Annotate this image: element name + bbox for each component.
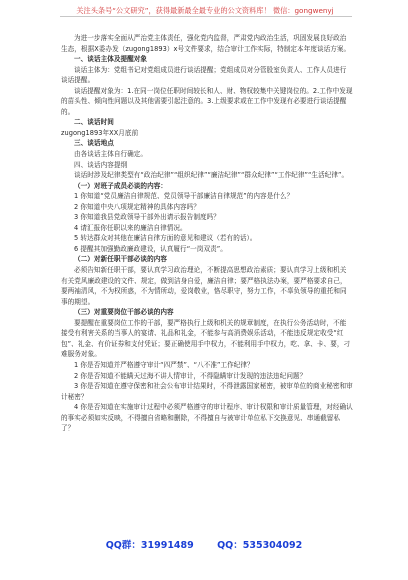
body-paragraph: 谈话时涉及纪律类型有“政治纪律”“组织纪律”“廉洁纪律”“群众纪律”“工作纪律”“生活纪律”。 [74,171,349,180]
body-paragraph: 4 请汇报你任职以来的廉洁自律情况。 [74,223,187,232]
header-divider [60,16,352,17]
page-footer [0,537,408,551]
body-paragraph: 6 提醒其加强勤政廉政建设，认真履行“一岗双责”。 [74,244,227,253]
body-paragraph: 由各谈话主体自行确定。 [74,150,148,159]
body-paragraph: 必须告知新任职干部，要认真学习政治理论，不断提高思想政治素质；要认真学习上级和机关有关党风廉政建设的文件、规定，做到洁身自爱，廉洁自律；要严格执法办案，要严格要求自己，要两袖清风，不为权所惑，不为情所动，爱岗敬业，恪尽职守，努力工作，不辜负领导的重托和同事的期望。 [61,266,347,306]
page-header-notice: 关注头条号“公文研究”，获得最新最全最专业的公文资料库！ 微信：gongwenyj [76,6,334,15]
section-heading: 三、谈话地点 [74,139,114,148]
body-paragraph: 四、谈话内容提纲 [74,160,128,169]
body-paragraph: 要提醒在重要岗位工作的干部，要严格执行上级和机关的规章制度，在执行公务活动时，不能接受有利害关系的当事人的宴请、礼品和礼金，不能参与高消费娱乐活动，不能违反规定收受“红包”、礼金、有价证券和支付凭证；要正确使用手中权力，不能利用手中权力，吃、拿、卡、要，刁难服务对象。 [61,318,351,359]
body-paragraph: 为进一步落实全面从严治党主体责任，强化党内监督，严肃党内政治生活，巩固发展良好政治生态，根据X委办发（zugong1893）x号文件要求，结合审计工作实际，特制定本年度谈话方案。 [61,34,351,53]
document-body [61,33,353,434]
section-heading: 二、谈话时间 [74,118,114,127]
footer-qq-group: QQ群：31991489 [105,540,194,551]
body-paragraph: 3 你是否知道在遵守保密和社会公布审计结果时，不得泄露国家秘密，被审单位的商业秘密和审计秘密？ [61,382,353,401]
body-paragraph: 4 你是否知道在实施审计过程中必须严格遵守的审计程序、审计权限和审计质量管理，对经确认的事实必须如实反映，不得擅自省略和删除，不得擅自与被审计单位私下交换意见、串通截留私了？ [61,403,353,433]
body-paragraph: 谈话主体为：党组书记对党组成员进行谈话提醒；党组成员对分管股室负责人、工作人员进行谈话提醒。 [61,65,347,85]
body-paragraph: 2 你是否知道不能瞒天过海不讲人情审计，不得隐瞒审计发现的违法违纪问题？ [74,371,307,380]
section-heading: 一、谈话主体及提醒对象 [74,55,148,64]
section-heading: （三）对重要岗位干部必谈的内容 [74,308,174,317]
body-paragraph: 1 你知道“党员廉洁自律规范、党员领导干部廉洁自律规范”的内容是什么？ [74,192,294,201]
body-paragraph: 2 你知道中央八项规定精神的具体内容吗？ [74,202,200,211]
section-heading: （一）对班子成员必谈的内容： [74,181,168,190]
body-paragraph: 5 转达群众对其他在廉洁自律方面的意见和建议（若有的话）。 [74,234,257,243]
body-paragraph: 1 你是否知道并严格遵守审计“四严禁”、“八不准”工作纪律？ [74,360,254,369]
body-paragraph: zugong1893年XX月底前 [61,128,139,137]
body-paragraph: 谈话提醒对象为：1.在同一岗位任职时间较长和人、财、物权较集中关键岗位的。2.工作中发现的苗头性、倾向性问题以及其他需要引起注意的。3.上级要求或在工作中发现有必要进行谈话提醒的。 [61,86,353,116]
body-paragraph: 3 你知道我县党政领导干部外出请示报告制度吗？ [74,213,220,222]
section-heading: （二）对新任职干部必谈的内容 [74,255,168,264]
footer-qq-contact: QQ：535304092 [217,540,303,551]
